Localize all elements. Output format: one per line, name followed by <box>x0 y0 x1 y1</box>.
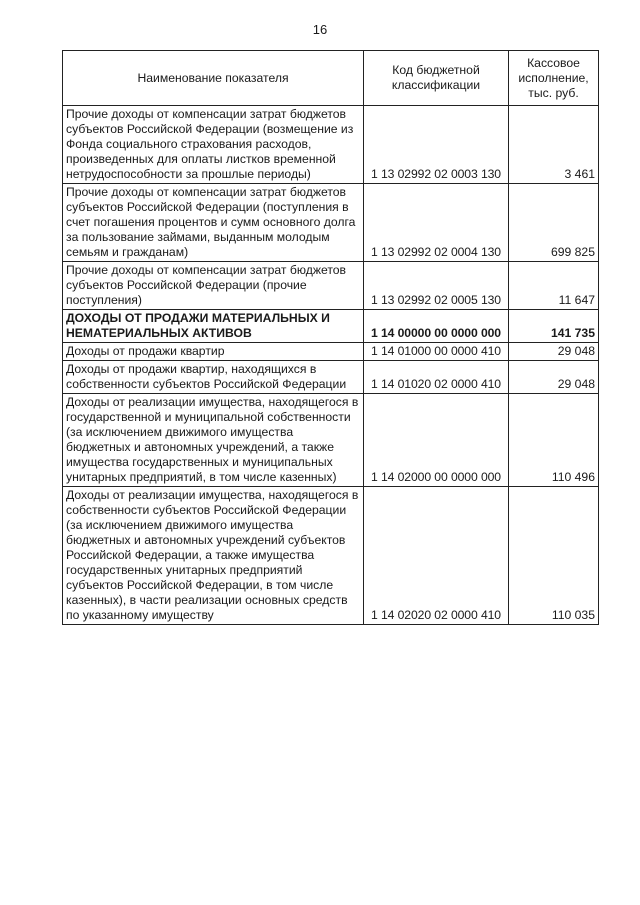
table-row <box>63 262 599 310</box>
table-row <box>63 184 599 262</box>
row-budget-code: 1 14 02020 02 0000 410 <box>364 487 509 625</box>
row-amount: 29 048 <box>509 343 599 361</box>
row-indicator-name: ДОХОДЫ ОТ ПРОДАЖИ МАТЕРИАЛЬНЫХ И НЕМАТЕРИАЛЬНЫХ АКТИВОВ <box>63 310 364 343</box>
row-indicator-name: Доходы от продажи квартир <box>63 343 364 361</box>
row-budget-code: 1 13 02992 02 0004 130 <box>364 184 509 262</box>
row-indicator-name: Прочие доходы от компенсации затрат бюджетов субъектов Российской Федерации (прочие поступления) <box>63 262 364 310</box>
header-budget-code: Код бюджетной классификации <box>364 51 509 106</box>
table-row-section-total <box>63 310 599 343</box>
revenue-table <box>62 50 599 625</box>
row-amount: 110 496 <box>509 394 599 487</box>
row-indicator-name: Доходы от реализации имущества, находящегося в государственной и муниципальной собственности (за исключением движимого имущества бюджетных и автономных учреждений, а также имущества государственных и муниципальных унитарных предприятий, в том числе казенных) <box>63 394 364 487</box>
row-indicator-name: Прочие доходы от компенсации затрат бюджетов субъектов Российской Федерации (поступления в счет погашения процентов и сумм основного долга за пользование займами, выданным молодым семьям и гражданам) <box>63 184 364 262</box>
row-budget-code: 1 14 01020 02 0000 410 <box>364 361 509 394</box>
row-indicator-name: Доходы от продажи квартир, находящихся в собственности субъектов Российской Федерации <box>63 361 364 394</box>
row-amount: 29 048 <box>509 361 599 394</box>
table-row <box>63 106 599 184</box>
row-amount: 11 647 <box>509 262 599 310</box>
table-row <box>63 361 599 394</box>
row-budget-code: 1 14 02000 00 0000 000 <box>364 394 509 487</box>
row-indicator-name: Доходы от реализации имущества, находящегося в собственности субъектов Российской Федерации (за исключением движимого имущества бюджетных и автономных учреждений субъектов Российской Федерации, а также имущества государственных унитарных предприятий субъектов Российской Федерации, в том числе казенных), в части реализации основных средств по указанному имуществу <box>63 487 364 625</box>
table-header-row <box>63 51 599 106</box>
row-budget-code: 1 14 01000 00 0000 410 <box>364 343 509 361</box>
row-budget-code: 1 14 00000 00 0000 000 <box>364 310 509 343</box>
page-number: 16 <box>312 22 328 37</box>
row-budget-code: 1 13 02992 02 0003 130 <box>364 106 509 184</box>
table-row <box>63 394 599 487</box>
row-amount: 110 035 <box>509 487 599 625</box>
table-row <box>63 487 599 625</box>
table-row <box>63 343 599 361</box>
header-cash-execution: Кассовое исполнение, тыс. руб. <box>509 51 599 106</box>
row-amount: 699 825 <box>509 184 599 262</box>
row-amount: 141 735 <box>509 310 599 343</box>
row-amount: 3 461 <box>509 106 599 184</box>
row-indicator-name: Прочие доходы от компенсации затрат бюджетов субъектов Российской Федерации (возмещение из Фонда социального страхования расходов, произведенных для оплаты листков временной нетрудоспособности за прошлые периоды) <box>63 106 364 184</box>
header-indicator-name: Наименование показателя <box>63 51 364 106</box>
row-budget-code: 1 13 02992 02 0005 130 <box>364 262 509 310</box>
